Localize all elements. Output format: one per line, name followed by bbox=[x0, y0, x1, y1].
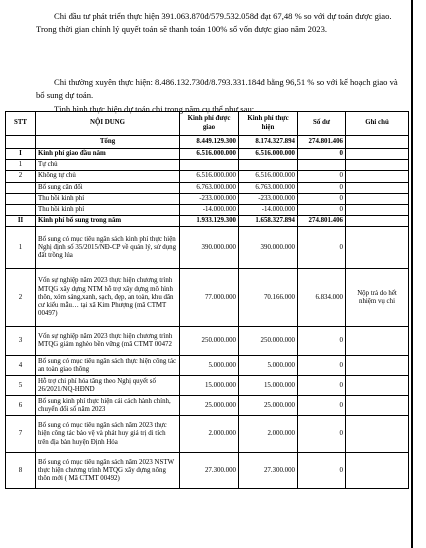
row-balance: 0 bbox=[298, 227, 346, 269]
row-balance: 0 bbox=[298, 327, 346, 356]
section-balance: 274.801.406 bbox=[298, 216, 346, 227]
row-spent: -14.000.000 bbox=[239, 205, 298, 216]
table-row bbox=[6, 205, 409, 216]
row-content: Vốn sự nghiệp năm 2023 thực hiện chương trình MTQG xây dựng NTM hỗ trợ xây dựng mô hình thôn, xóm sáng,xanh, sạch, đẹp, an toàn, khu dân cư kiểu mẫu… tại xã Kim Phượng (mã CTMT 00497) bbox=[36, 269, 180, 327]
section-label: Kinh phí bổ sung trong năm bbox=[36, 216, 180, 227]
row-content: Bổ sung cân đối bbox=[36, 182, 180, 193]
row-content: Bổ sung có mục tiêu ngân sách năm 2023 thực hiện công tác bảo vệ và phát huy giá trị di tích trên địa bàn huyện Định Hóa bbox=[36, 416, 180, 453]
row-balance bbox=[298, 160, 346, 171]
row-content: Bổ sung có mục tiêu ngân sách kinh phí thực hiện Nghị định số 35/2015/NĐ-CP về quản lý, sử dụng đất trồng lúa bbox=[36, 227, 180, 269]
section-row bbox=[6, 216, 409, 227]
row-note bbox=[346, 396, 409, 416]
row-balance: 0 bbox=[298, 205, 346, 216]
row-stt bbox=[6, 193, 36, 204]
table-row bbox=[6, 193, 409, 204]
row-note bbox=[346, 227, 409, 269]
row-spent: 25.000.000 bbox=[239, 396, 298, 416]
row-spent bbox=[239, 160, 298, 171]
row-allocated: 15.000.000 bbox=[180, 376, 239, 396]
total-balance: 274.801.406 bbox=[298, 136, 346, 149]
header-balance: Số dư bbox=[298, 112, 346, 136]
header-note: Ghi chú bbox=[346, 112, 409, 136]
row-spent: 70.166.000 bbox=[239, 269, 298, 327]
row-allocated: -233.000.000 bbox=[180, 193, 239, 204]
row-stt: 3 bbox=[6, 327, 36, 356]
row-stt: 2 bbox=[6, 269, 36, 327]
row-note bbox=[346, 356, 409, 376]
row-spent: 390.000.000 bbox=[239, 227, 298, 269]
row-spent: -233.000.000 bbox=[239, 193, 298, 204]
row-spent: 2.000.000 bbox=[239, 416, 298, 453]
section-allocated: 6.516.000.000 bbox=[180, 149, 239, 160]
row-note bbox=[346, 453, 409, 489]
page-border-line bbox=[411, 0, 413, 548]
row-allocated: 250.000.000 bbox=[180, 327, 239, 356]
row-stt: 8 bbox=[6, 453, 36, 489]
row-note: Nộp trả do hết nhiệm vụ chi bbox=[346, 269, 409, 327]
row-content: Thu hồi kinh phí bbox=[36, 193, 180, 204]
row-content: Không tự chủ bbox=[36, 171, 180, 182]
row-allocated: 2.000.000 bbox=[180, 416, 239, 453]
row-balance: 0 bbox=[298, 376, 346, 396]
table-row bbox=[6, 327, 409, 356]
row-content: Bổ sung có mục tiêu ngân sách năm 2023 NSTW thực hiện chương trình MTQG xây dựng nông thôn mới ( Mã CTMT 00492) bbox=[36, 453, 180, 489]
row-content: Bổ sung có mục tiêu ngân sách thực hiện công tác an toàn giao thông bbox=[36, 356, 180, 376]
section-spent: 6.516.000.000 bbox=[239, 149, 298, 160]
paragraph-intro: Tình hình thực hiện dự toán chi trong năm cụ thể như sau: bbox=[54, 104, 255, 114]
row-balance: 0 bbox=[298, 171, 346, 182]
row-allocated bbox=[180, 160, 239, 171]
total-allocated: 8.449.129.300 bbox=[180, 136, 239, 149]
table-row bbox=[6, 416, 409, 453]
table-row bbox=[6, 227, 409, 269]
row-allocated: 6.763.000.000 bbox=[180, 182, 239, 193]
row-spent: 5.000.000 bbox=[239, 356, 298, 376]
row-balance: 0 bbox=[298, 182, 346, 193]
table-row bbox=[6, 453, 409, 489]
row-allocated: 77.000.000 bbox=[180, 269, 239, 327]
row-spent: 6.763.000.000 bbox=[239, 182, 298, 193]
table-row bbox=[6, 182, 409, 193]
row-balance: 6.834.000 bbox=[298, 269, 346, 327]
row-stt: 4 bbox=[6, 356, 36, 376]
budget-table bbox=[5, 111, 409, 489]
row-balance: 0 bbox=[298, 193, 346, 204]
row-stt: 5 bbox=[6, 376, 36, 396]
row-stt: 1 bbox=[6, 227, 36, 269]
table-row bbox=[6, 171, 409, 182]
row-balance: 0 bbox=[298, 356, 346, 376]
row-allocated: 390.000.000 bbox=[180, 227, 239, 269]
table-row bbox=[6, 396, 409, 416]
table-row bbox=[6, 160, 409, 171]
row-allocated: 6.516.000.000 bbox=[180, 171, 239, 182]
row-allocated: -14.000.000 bbox=[180, 205, 239, 216]
header-stt: STT bbox=[6, 112, 36, 136]
row-spent: 15.000.000 bbox=[239, 376, 298, 396]
row-stt: 6 bbox=[6, 396, 36, 416]
row-content: Tự chủ bbox=[36, 160, 180, 171]
row-allocated: 25.000.000 bbox=[180, 396, 239, 416]
row-stt: 7 bbox=[6, 416, 36, 453]
row-stt bbox=[6, 182, 36, 193]
row-allocated: 27.300.000 bbox=[180, 453, 239, 489]
table-row bbox=[6, 376, 409, 396]
row-content: Thu hồi kinh phí bbox=[36, 205, 180, 216]
section-allocated: 1.933.129.300 bbox=[180, 216, 239, 227]
row-content: Bổ sung kinh phí thực hiện cải cách hành chính, chuyển đổi số năm 2023 bbox=[36, 396, 180, 416]
table-header-row bbox=[6, 112, 409, 136]
total-spent: 8.174.327.894 bbox=[239, 136, 298, 149]
table-row bbox=[6, 269, 409, 327]
header-spent: Kinh phí thực hiện bbox=[239, 112, 298, 136]
paragraph-investment: Chi đầu tư phát triển thực hiện 391.063.870đ/579.532.058đ đạt 67,48 % so với dự toán được giao. Trong thời gian chỉnh lý quyết toán sẽ thanh toán 100% số vốn được giao năm 2023. bbox=[36, 11, 392, 35]
row-balance: 0 bbox=[298, 453, 346, 489]
section-stt: II bbox=[6, 216, 36, 227]
row-spent: 250.000.000 bbox=[239, 327, 298, 356]
section-label: Kinh phí giao đầu năm bbox=[36, 149, 180, 160]
row-stt: 1 bbox=[6, 160, 36, 171]
row-balance: 0 bbox=[298, 396, 346, 416]
row-allocated: 5.000.000 bbox=[180, 356, 239, 376]
row-content: Hỗ trợ chi phí hóa tăng theo Nghị quyết số 26/2021/NQ-HĐND bbox=[36, 376, 180, 396]
row-balance: 0 bbox=[298, 416, 346, 453]
total-row bbox=[6, 136, 409, 149]
table-row bbox=[6, 356, 409, 376]
paragraph-recurrent: Chi thường xuyên thực hiện: 8.486.132.730đ/8.793.331.184đ bằng 96,51 % so với kế hoạch giao và bổ sung dự toán. bbox=[36, 77, 398, 101]
header-content: NỘI DUNG bbox=[36, 112, 180, 136]
row-note bbox=[346, 416, 409, 453]
row-spent: 6.516.000.000 bbox=[239, 171, 298, 182]
row-content: Vốn sự nghiệp năm 2023 thực hiện chương trình MTQG giảm nghèo bền vững (mã CTMT 00472 bbox=[36, 327, 180, 356]
section-stt: I bbox=[6, 149, 36, 160]
row-note bbox=[346, 327, 409, 356]
row-note bbox=[346, 376, 409, 396]
header-allocated: Kinh phí được giao bbox=[180, 112, 239, 136]
row-spent: 27.300.000 bbox=[239, 453, 298, 489]
total-label: Tổng bbox=[36, 136, 180, 149]
section-balance: 0 bbox=[298, 149, 346, 160]
section-row bbox=[6, 149, 409, 160]
section-spent: 1.658.327.894 bbox=[239, 216, 298, 227]
row-stt: 2 bbox=[6, 171, 36, 182]
row-stt bbox=[6, 205, 36, 216]
